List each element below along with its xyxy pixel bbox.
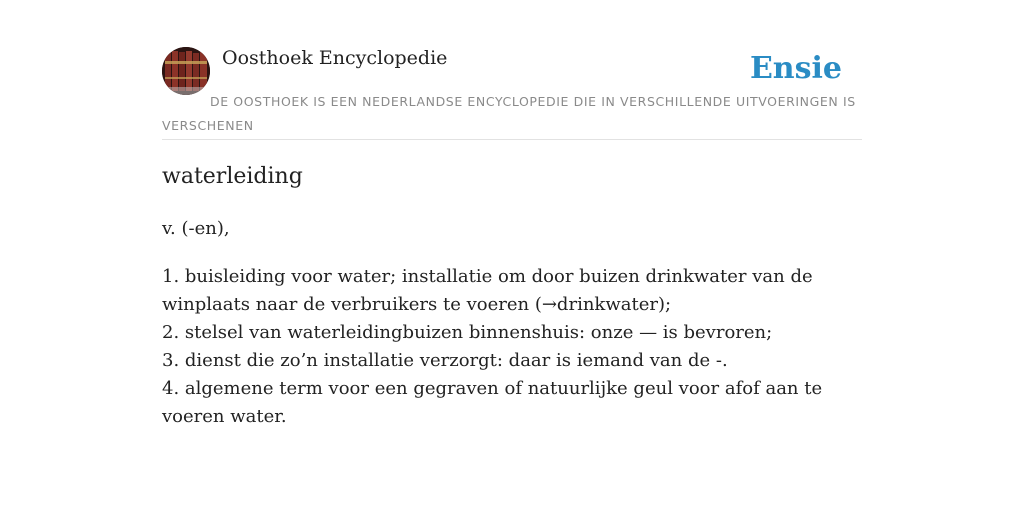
source-tagline: DE OOSTHOEK IS EEN NEDERLANDSE ENCYCLOPEDIE DIE IN VERSCHILLENDE UITVOERINGEN IS VERSCHENEN — [162, 94, 856, 133]
encyclopedia-books-icon[interactable] — [162, 47, 210, 95]
ensie-logo-link[interactable]: Ensie — [749, 51, 842, 86]
entry-title: waterleiding — [162, 164, 303, 189]
definition-3: 3. dienst die zo’n installatie verzorgt: daar is iemand van de -. — [162, 350, 728, 371]
definition-4: 4. algemene term voor een gegraven of natuurlijke geul voor afof aan te voeren water. — [162, 378, 823, 427]
page — [162, 44, 862, 427]
definition-1: 1. buisleiding voor water; installatie om door buizen drinkwater van de winplaats naar de verbruikers te voeren (→drinkwater); — [162, 266, 813, 315]
entry-definitions — [162, 263, 862, 431]
source-header — [162, 44, 862, 140]
entry-grammar: v. (-en), — [162, 218, 230, 239]
source-name[interactable]: Oosthoek Encyclopedie — [222, 47, 448, 69]
definition-2: 2. stelsel van waterleidingbuizen binnenshuis: onze — is bevroren; — [162, 322, 773, 343]
